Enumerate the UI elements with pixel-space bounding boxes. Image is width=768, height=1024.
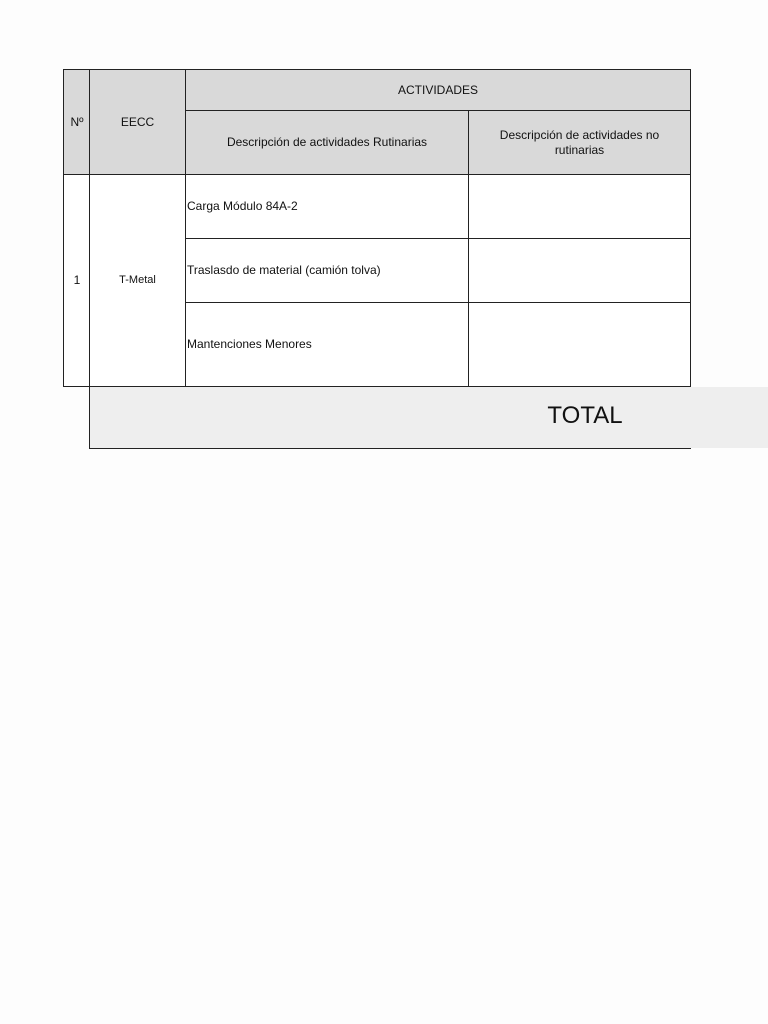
header-actividades-label: ACTIVIDADES <box>397 82 478 97</box>
row-num: 1 <box>73 273 81 287</box>
header-num <box>63 69 91 175</box>
activity-rutinaria: Traslasdo de material (camión tolva) <box>187 263 381 277</box>
row-eecc-cell <box>89 174 186 387</box>
activity-rutinaria: Mantenciones Menores <box>187 337 312 351</box>
header-actividades <box>185 69 691 111</box>
activity-no-rutinaria-cell <box>468 238 691 303</box>
header-num-label: Nº <box>70 114 84 129</box>
header-eecc <box>89 69 186 175</box>
total-row-border-bottom <box>89 448 691 449</box>
activity-no-rutinaria-cell <box>468 174 691 239</box>
header-rutinarias-label: Descripción de actividades Rutinarias <box>226 135 428 149</box>
activity-rutinaria-cell <box>185 238 469 303</box>
total-row-border-left <box>89 386 90 449</box>
header-no-rutinarias-label: Descripción de actividades no rutinarias <box>499 127 660 157</box>
activity-rutinaria-cell <box>185 302 469 387</box>
activity-rutinaria: Carga Módulo 84A-2 <box>187 199 298 213</box>
row-num-cell <box>63 174 91 387</box>
row-eecc: T-Metal <box>119 274 156 286</box>
activity-rutinaria-cell <box>185 174 469 239</box>
header-no-rutinarias <box>468 110 691 175</box>
header-rutinarias <box>185 110 469 175</box>
activity-no-rutinaria-cell <box>468 302 691 387</box>
total-label: TOTAL <box>547 402 623 429</box>
total-row <box>90 387 768 448</box>
header-eecc-label: EECC <box>120 114 155 129</box>
